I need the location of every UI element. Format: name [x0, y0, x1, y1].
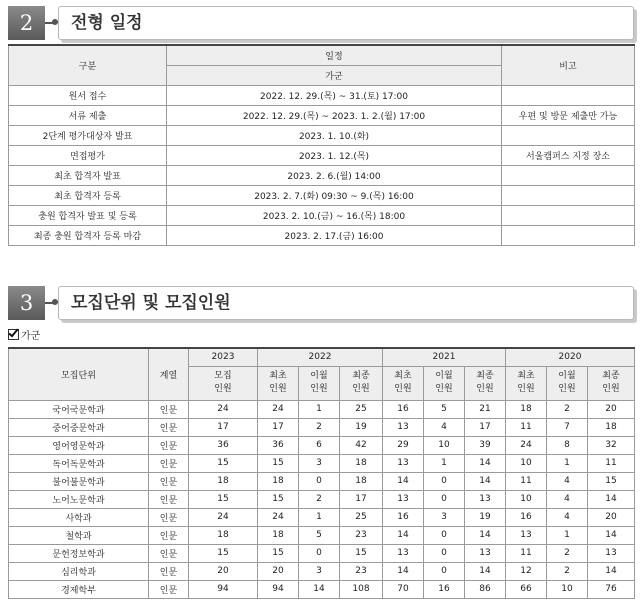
field-cell: 인문: [149, 562, 189, 580]
count-cell: 13: [383, 490, 424, 508]
count-cell: 8: [547, 436, 588, 454]
subheader-c-first: 최초 인원: [506, 366, 547, 400]
schedule-cell-date: 2023. 2. 17.(금) 16:00: [167, 225, 502, 245]
count-cell: 17: [189, 418, 258, 436]
unit-cell: 심리학과: [9, 562, 149, 580]
field-cell: 인문: [149, 490, 189, 508]
recruitment-row: [9, 400, 635, 418]
count-cell: 0: [424, 544, 465, 562]
section-number: 2: [8, 6, 45, 40]
count-cell: 1: [424, 454, 465, 472]
schedule-cell-date: 2023. 2. 6.(월) 14:00: [167, 165, 502, 185]
schedule-cell-date: 2023. 1. 10.(화): [167, 125, 502, 145]
header-year-2023: 2023: [189, 348, 258, 366]
count-cell: 14: [588, 526, 635, 544]
schedule-row: [9, 205, 635, 225]
count-cell: 13: [588, 544, 635, 562]
count-cell: 66: [506, 580, 547, 598]
count-cell: 108: [340, 580, 383, 598]
count-cell: 24: [258, 400, 299, 418]
count-cell: 1: [547, 526, 588, 544]
recruitment-row: [9, 526, 635, 544]
count-cell: 18: [506, 400, 547, 418]
schedule-row: [9, 145, 635, 165]
count-cell: 14: [588, 490, 635, 508]
count-cell: 15: [258, 490, 299, 508]
count-cell: 18: [258, 472, 299, 490]
header-group: 가군: [167, 65, 502, 85]
recruitment-row: [9, 544, 635, 562]
count-cell: 0: [424, 526, 465, 544]
header-year-2022: 2022: [258, 348, 383, 366]
count-cell: 86: [465, 580, 506, 598]
count-cell: 2: [547, 562, 588, 580]
count-cell: 25: [340, 508, 383, 526]
count-cell: 2: [299, 418, 340, 436]
count-cell: 4: [547, 508, 588, 526]
checkbox-icon: [8, 329, 19, 340]
schedule-cell-label: 서류 제출: [9, 105, 167, 125]
unit-cell: 경제학부: [9, 580, 149, 598]
schedule-cell-note: 서울캠퍼스 지정 장소: [502, 145, 635, 165]
count-cell: 13: [465, 490, 506, 508]
count-cell: 14: [465, 526, 506, 544]
field-cell: 인문: [149, 544, 189, 562]
count-cell: 3: [299, 562, 340, 580]
count-cell: 18: [340, 472, 383, 490]
count-cell: 4: [547, 490, 588, 508]
count-cell: 42: [340, 436, 383, 454]
count-cell: 15: [588, 472, 635, 490]
section-title: 전형 일정: [71, 13, 143, 33]
count-cell: 15: [189, 544, 258, 562]
count-cell: 10: [506, 490, 547, 508]
field-cell: 인문: [149, 454, 189, 472]
header-category: 구분: [9, 45, 167, 85]
schedule-cell-date: 2023. 2. 7.(화) 09:30 ~ 9.(목) 16:00: [167, 185, 502, 205]
count-cell: 14: [383, 562, 424, 580]
schedule-table: [8, 44, 635, 246]
count-cell: 5: [424, 400, 465, 418]
count-cell: 2: [547, 400, 588, 418]
schedule-cell-date: 2023. 2. 10.(금) ~ 16.(목) 18:00: [167, 205, 502, 225]
schedule-cell-date: 2023. 1. 12.(목): [167, 145, 502, 165]
count-cell: 14: [465, 472, 506, 490]
count-cell: 24: [189, 400, 258, 418]
schedule-cell-label: 최종 충원 합격자 등록 마감: [9, 225, 167, 245]
field-cell: 인문: [149, 508, 189, 526]
count-cell: 0: [424, 490, 465, 508]
schedule-cell-label: 최초 합격자 발표: [9, 165, 167, 185]
recruitment-row: [9, 580, 635, 598]
count-cell: 16: [424, 580, 465, 598]
count-cell: 14: [383, 472, 424, 490]
count-cell: 16: [383, 400, 424, 418]
count-cell: 5: [299, 526, 340, 544]
count-cell: 16: [506, 508, 547, 526]
count-cell: 70: [383, 580, 424, 598]
subheader-c-final: 최종 인원: [588, 366, 635, 400]
count-cell: 25: [340, 400, 383, 418]
schedule-cell-note: [502, 185, 635, 205]
header-year-2021: 2021: [383, 348, 506, 366]
count-cell: 3: [299, 454, 340, 472]
field-cell: 인문: [149, 418, 189, 436]
schedule-cell-note: [502, 85, 635, 105]
count-cell: 18: [258, 526, 299, 544]
count-cell: 0: [424, 472, 465, 490]
count-cell: 1: [299, 400, 340, 418]
unit-cell: 문헌정보학과: [9, 544, 149, 562]
recruitment-row: [9, 418, 635, 436]
count-cell: 76: [588, 580, 635, 598]
schedule-cell-note: [502, 225, 635, 245]
subheader-c-add: 이월 인원: [299, 366, 340, 400]
count-cell: 1: [299, 508, 340, 526]
count-cell: 3: [424, 508, 465, 526]
count-cell: 17: [340, 490, 383, 508]
count-cell: 4: [424, 418, 465, 436]
section-title-box: [58, 286, 634, 320]
schedule-cell-label: 최초 합격자 등록: [9, 185, 167, 205]
count-cell: 1: [547, 454, 588, 472]
schedule-cell-note: [502, 205, 635, 225]
schedule-row: [9, 165, 635, 185]
header-note: 비고: [502, 45, 635, 85]
schedule-row: [9, 125, 635, 145]
count-cell: 18: [189, 472, 258, 490]
schedule-cell-label: 충원 합격자 발표 및 등록: [9, 205, 167, 225]
group-label-text: 가군: [21, 331, 41, 342]
unit-cell: 독어독문학과: [9, 454, 149, 472]
schedule-cell-label: 2단계 평가대상자 발표: [9, 125, 167, 145]
recruitment-row: [9, 490, 635, 508]
schedule-row: [9, 225, 635, 245]
count-cell: 10: [424, 436, 465, 454]
count-cell: 12: [506, 562, 547, 580]
subheader-c-final: 최종 인원: [340, 366, 383, 400]
count-cell: 2: [547, 544, 588, 562]
count-cell: 11: [506, 418, 547, 436]
count-cell: 6: [299, 436, 340, 454]
unit-cell: 사학과: [9, 508, 149, 526]
count-cell: 20: [258, 562, 299, 580]
count-cell: 13: [465, 544, 506, 562]
count-cell: 2: [299, 490, 340, 508]
field-cell: 인문: [149, 472, 189, 490]
subheader-c-first: 최초 인원: [383, 366, 424, 400]
count-cell: 23: [340, 526, 383, 544]
count-cell: 94: [258, 580, 299, 598]
schedule-cell-label: 면접평가: [9, 145, 167, 165]
schedule-cell-label: 원서 접수: [9, 85, 167, 105]
count-cell: 14: [465, 562, 506, 580]
unit-cell: 철학과: [9, 526, 149, 544]
count-cell: 4: [547, 472, 588, 490]
count-cell: 13: [383, 544, 424, 562]
count-cell: 15: [189, 490, 258, 508]
count-cell: 0: [299, 472, 340, 490]
count-cell: 23: [340, 562, 383, 580]
count-cell: 13: [506, 526, 547, 544]
header-unit: 모집단위: [9, 348, 149, 400]
section-title-box: [58, 6, 634, 40]
field-cell: 인문: [149, 400, 189, 418]
unit-cell: 중어중문학과: [9, 418, 149, 436]
count-cell: 24: [506, 436, 547, 454]
count-cell: 94: [189, 580, 258, 598]
count-cell: 20: [588, 508, 635, 526]
count-cell: 15: [258, 454, 299, 472]
count-cell: 13: [383, 418, 424, 436]
header-field: 계열: [149, 348, 189, 400]
schedule-row: [9, 185, 635, 205]
recruitment-row: [9, 562, 635, 580]
section-header-recruitment: [8, 286, 634, 320]
count-cell: 36: [189, 436, 258, 454]
count-cell: 11: [588, 454, 635, 472]
count-cell: 10: [547, 580, 588, 598]
count-cell: 24: [258, 508, 299, 526]
count-cell: 29: [383, 436, 424, 454]
schedule-body: [9, 85, 635, 245]
count-cell: 10: [506, 454, 547, 472]
schedule-cell-date: 2022. 12. 29.(목) ~ 2023. 1. 2.(월) 17:00: [167, 105, 502, 125]
count-cell: 14: [299, 580, 340, 598]
count-cell: 11: [506, 472, 547, 490]
subheader-c2023: 모집 인원: [189, 366, 258, 400]
schedule-cell-note: [502, 165, 635, 185]
recruitment-row: [9, 454, 635, 472]
count-cell: 32: [588, 436, 635, 454]
unit-cell: 불어불문학과: [9, 472, 149, 490]
count-cell: 18: [189, 526, 258, 544]
field-cell: 인문: [149, 526, 189, 544]
count-cell: 39: [465, 436, 506, 454]
count-cell: 36: [258, 436, 299, 454]
schedule-cell-note: 우편 및 방문 제출만 가능: [502, 105, 635, 125]
count-cell: 19: [340, 418, 383, 436]
group-label: [8, 327, 40, 342]
subheader-c-add: 이월 인원: [424, 366, 465, 400]
field-cell: 인문: [149, 580, 189, 598]
count-cell: 7: [547, 418, 588, 436]
unit-cell: 영어영문학과: [9, 436, 149, 454]
schedule-row: [9, 105, 635, 125]
schedule-row: [9, 85, 635, 105]
count-cell: 13: [383, 454, 424, 472]
count-cell: 17: [465, 418, 506, 436]
count-cell: 0: [424, 562, 465, 580]
recruitment-row: [9, 508, 635, 526]
header-schedule: 일정: [167, 45, 502, 65]
subheader-c-add: 이월 인원: [547, 366, 588, 400]
count-cell: 15: [340, 544, 383, 562]
field-cell: 인문: [149, 436, 189, 454]
count-cell: 15: [258, 544, 299, 562]
count-cell: 18: [340, 454, 383, 472]
count-cell: 20: [189, 562, 258, 580]
schedule-cell-date: 2022. 12. 29.(목) ~ 31.(토) 17:00: [167, 85, 502, 105]
section-header-schedule: [8, 6, 634, 40]
count-cell: 0: [299, 544, 340, 562]
count-cell: 20: [588, 400, 635, 418]
count-cell: 24: [189, 508, 258, 526]
recruitment-row: [9, 472, 635, 490]
count-cell: 15: [189, 454, 258, 472]
recruitment-table: [8, 347, 635, 599]
recruitment-row: [9, 436, 635, 454]
count-cell: 14: [465, 454, 506, 472]
recruitment-body: [9, 400, 635, 598]
count-cell: 14: [383, 526, 424, 544]
count-cell: 11: [506, 544, 547, 562]
section-number: 3: [8, 286, 45, 320]
header-year-2020: 2020: [506, 348, 635, 366]
count-cell: 18: [588, 418, 635, 436]
subheader-c-first: 최초 인원: [258, 366, 299, 400]
unit-cell: 국어국문학과: [9, 400, 149, 418]
schedule-cell-note: [502, 125, 635, 145]
count-cell: 19: [465, 508, 506, 526]
count-cell: 14: [588, 562, 635, 580]
section-title: 모집단위 및 모집인원: [71, 293, 231, 313]
subheader-c-final: 최종 인원: [465, 366, 506, 400]
count-cell: 21: [465, 400, 506, 418]
unit-cell: 노어노문학과: [9, 490, 149, 508]
count-cell: 17: [258, 418, 299, 436]
count-cell: 16: [383, 508, 424, 526]
